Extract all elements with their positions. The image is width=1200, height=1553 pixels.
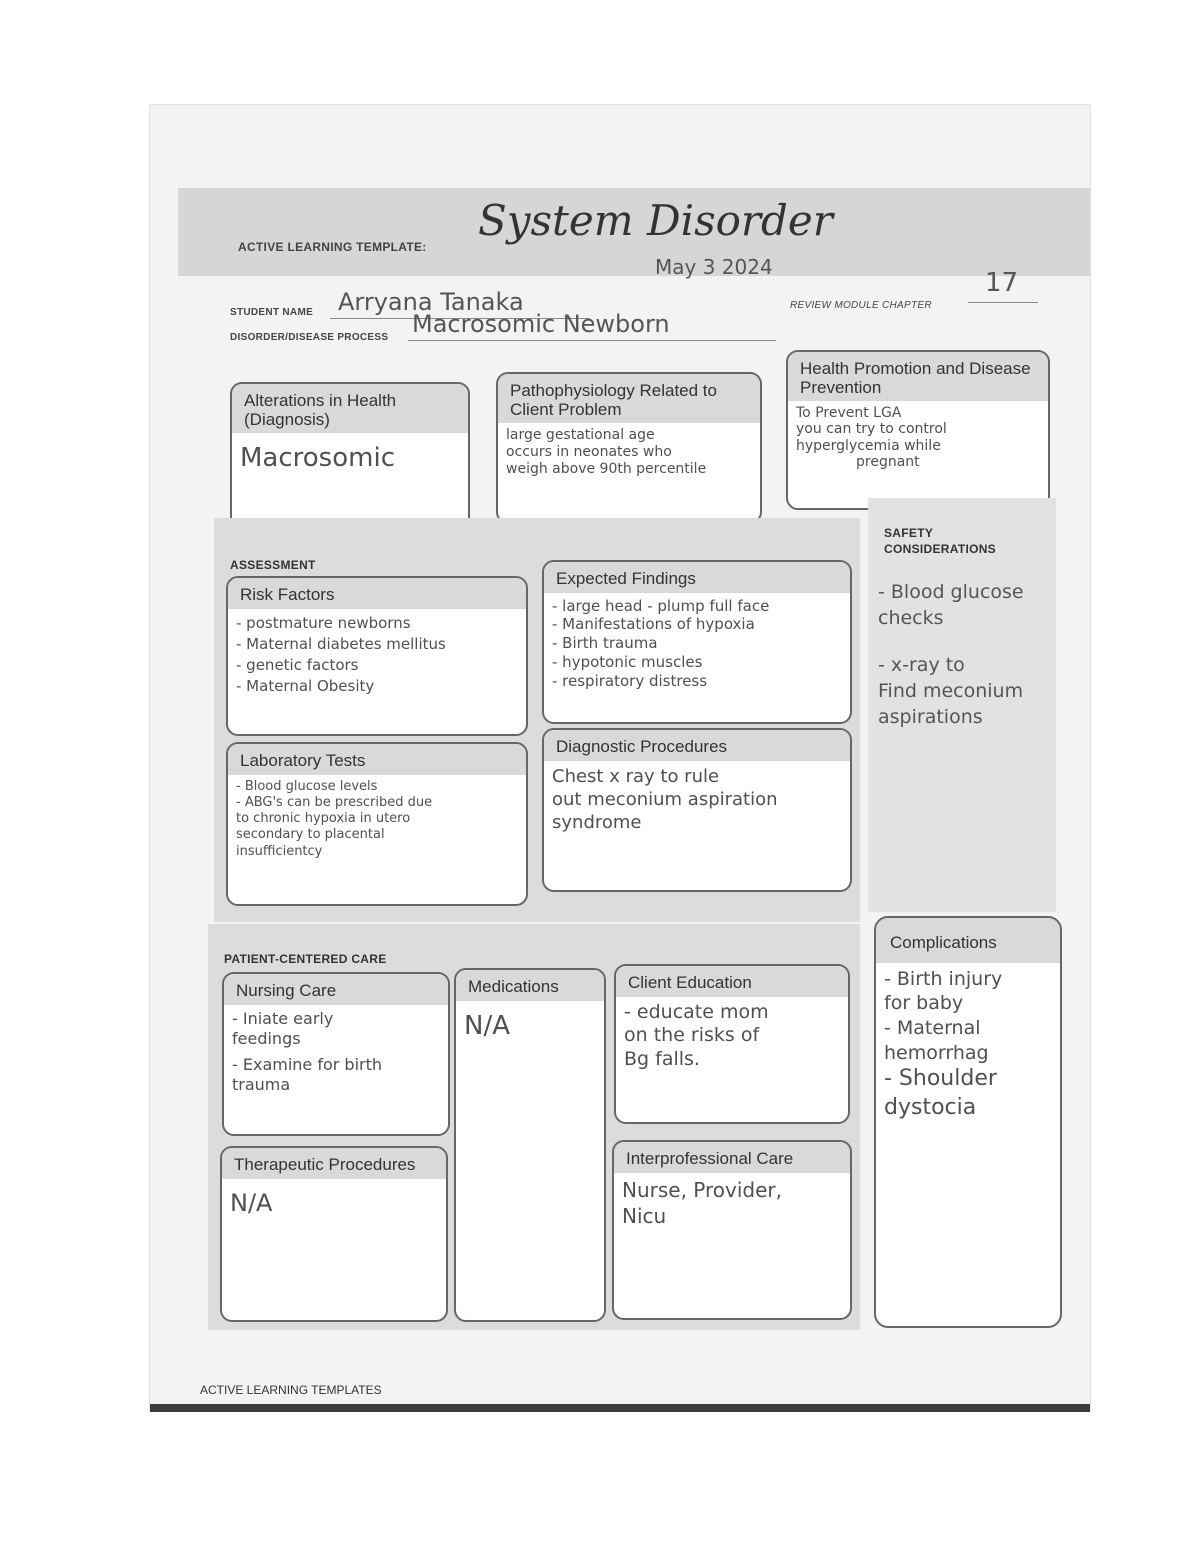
health-promotion-box	[786, 350, 1050, 510]
nursing-care-title: Nursing Care	[224, 974, 448, 1005]
list-item: - ABG's can be prescribed due	[236, 794, 433, 810]
student-name-label: STUDENT NAME	[230, 307, 314, 318]
alterations-box	[230, 382, 470, 532]
chapter-line	[968, 302, 1038, 303]
laboratory-tests-title: Laboratory Tests	[228, 744, 526, 775]
interprofessional-care-title: Interprofessional Care	[614, 1142, 850, 1173]
list-item: you can try to control	[796, 421, 947, 438]
list-item: on the risks of	[624, 1024, 760, 1047]
list-item: for baby	[884, 992, 964, 1015]
list-item: checks	[878, 606, 944, 629]
list-item	[878, 631, 1024, 653]
disorder-value: Macrosomic Newborn	[412, 310, 670, 338]
client-education-box	[614, 964, 850, 1124]
list-item: - Maternal diabetes mellitus	[236, 634, 446, 653]
expected-findings-title: Expected Findings	[544, 562, 850, 593]
date: May 3 2024	[655, 255, 773, 279]
list-item: large gestational age	[506, 427, 655, 444]
list-item: Chest x ray to rule	[552, 765, 720, 787]
list-item: - Shoulder	[884, 1066, 997, 1092]
list-item: - hypotonic muscles	[552, 652, 703, 671]
list-item: - Blood glucose levels	[236, 778, 378, 794]
list-item: - Maternal	[884, 1017, 981, 1040]
pathophysiology-title: Pathophysiology Related to Client Problem	[498, 374, 760, 423]
complications-box	[874, 916, 1062, 1328]
list-item: - Blood glucose	[878, 581, 1024, 603]
alterations-text: Macrosomic	[240, 443, 395, 474]
diagnostic-procedures-title: Diagnostic Procedures	[544, 730, 850, 761]
chapter-label: REVIEW MODULE CHAPTER	[790, 300, 932, 311]
list-item: trauma	[232, 1074, 291, 1094]
complications-title: Complications	[876, 918, 1060, 963]
therapeutic-procedures-title: Therapeutic Procedures	[222, 1148, 446, 1179]
list-item: - x-ray to	[878, 654, 965, 677]
disorder-line	[408, 340, 776, 341]
interprofessional-care-box	[612, 1140, 852, 1320]
risk-factors-box	[226, 576, 528, 736]
list-item: aspirations	[878, 705, 983, 728]
nursing-care-box	[222, 972, 450, 1136]
list-item: hemorrhag	[884, 1041, 989, 1064]
list-item: out meconium aspiration	[552, 789, 778, 811]
page-bottom-edge	[150, 1404, 1090, 1412]
medications-text: N/A	[464, 1010, 510, 1041]
disorder-label: DISORDER/DISEASE PROCESS	[230, 332, 389, 343]
list-item: - genetic factors	[236, 655, 359, 674]
list-item: syndrome	[552, 812, 642, 834]
list-item: pregnant	[856, 453, 920, 470]
therapeutic-procedures-box	[220, 1146, 448, 1322]
list-item: To Prevent LGA	[796, 405, 902, 422]
pathophysiology-box	[496, 372, 762, 524]
page-title: System Disorder	[478, 196, 833, 245]
list-item: - Birth trauma	[552, 634, 658, 653]
list-item: - Examine for birth	[232, 1054, 383, 1074]
student-name: Arryana Tanaka	[338, 288, 524, 316]
list-item: - large head - plump full face	[552, 596, 770, 615]
list-item: Bg falls.	[624, 1048, 700, 1071]
expected-findings-box	[542, 560, 852, 724]
assessment-label: ASSESSMENT	[230, 558, 316, 572]
health-promotion-title: Health Promotion and Disease Prevention	[788, 352, 1048, 401]
medications-title: Medications	[456, 970, 604, 1001]
list-item: Find meconium	[878, 679, 1024, 702]
list-item: - postmature newborns	[236, 613, 411, 632]
list-item: Nicu	[622, 1203, 667, 1228]
footer-label: ACTIVE LEARNING TEMPLATES	[200, 1383, 382, 1397]
therapeutic-procedures-text: N/A	[230, 1188, 273, 1217]
laboratory-tests-box	[226, 742, 528, 906]
list-item: hyperglycemia while	[796, 437, 941, 454]
client-education-title: Client Education	[616, 966, 848, 997]
list-item: insufficientcy	[236, 843, 323, 859]
list-item: secondary to placental	[236, 827, 385, 843]
alterations-title: Alterations in Health (Diagnosis)	[232, 384, 468, 433]
safety-label: SAFETY CONSIDERATIONS	[884, 526, 996, 556]
list-item: - Maternal Obesity	[236, 676, 375, 695]
list-item: Nurse, Provider,	[622, 1177, 782, 1202]
medications-box	[454, 968, 606, 1322]
list-item: - respiratory distress	[552, 671, 708, 690]
chapter-value: 17	[985, 268, 1019, 298]
template-label: ACTIVE LEARNING TEMPLATE:	[238, 240, 427, 254]
list-item: dystocia	[884, 1095, 977, 1121]
patient-centered-care-label: PATIENT-CENTERED CARE	[224, 952, 387, 966]
list-item: weigh above 90th percentile	[506, 460, 707, 477]
safety-list	[878, 580, 1024, 730]
list-item: - Manifestations of hypoxia	[552, 615, 755, 634]
list-item: - Iniate early	[232, 1008, 334, 1028]
list-item: - educate mom	[624, 1000, 769, 1023]
list-item: occurs in neonates who	[506, 444, 672, 461]
list-item: to chronic hypoxia in utero	[236, 811, 411, 827]
risk-factors-title: Risk Factors	[228, 578, 526, 609]
list-item: - Birth injury	[884, 967, 1003, 990]
diagnostic-procedures-box	[542, 728, 852, 892]
list-item: feedings	[232, 1028, 301, 1048]
